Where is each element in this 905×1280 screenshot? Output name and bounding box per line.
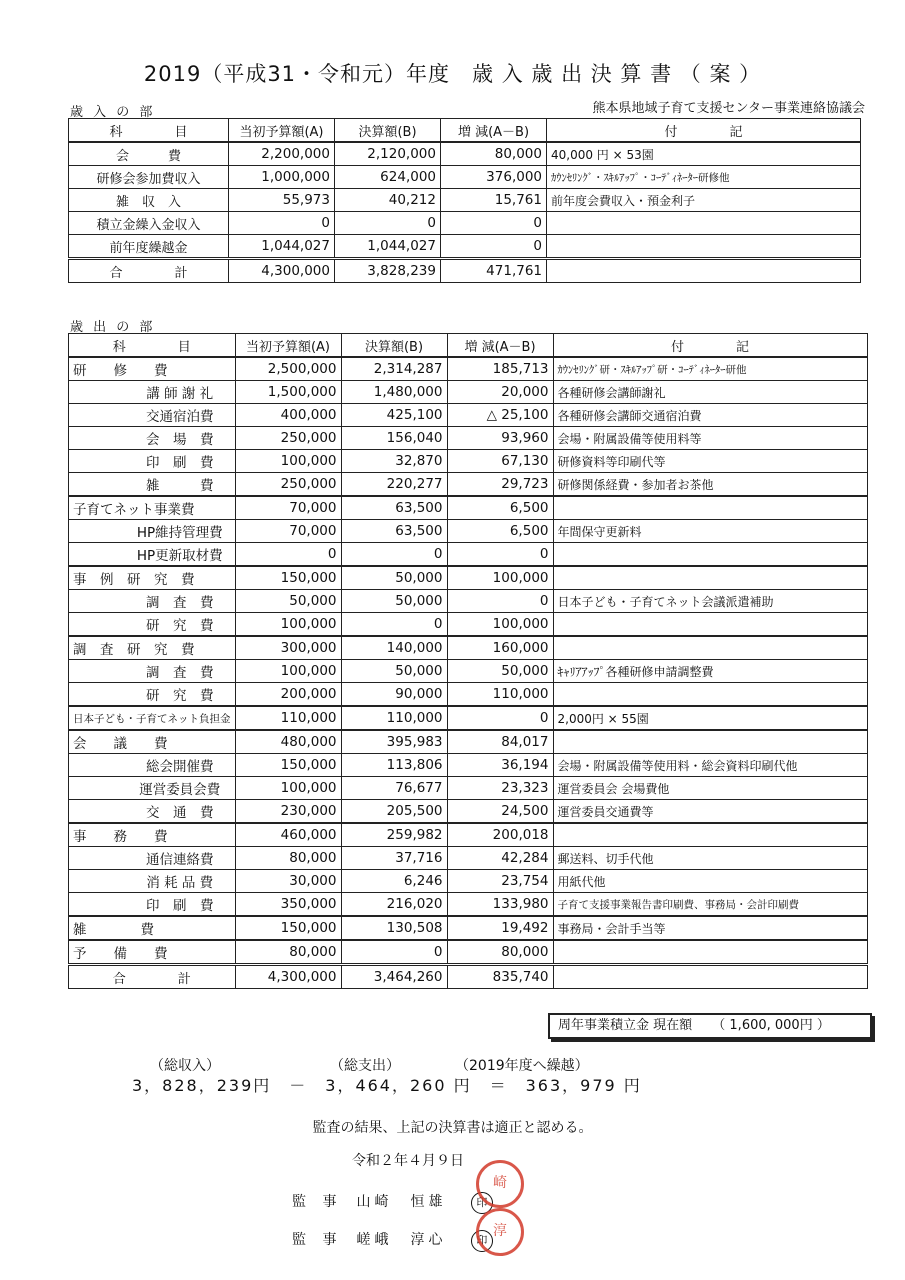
remarks [553,613,867,637]
table-row [69,940,868,965]
remarks: 研修資料等印刷代等 [553,450,867,473]
actual-amount: 156,040 [341,427,447,450]
header-row [69,334,868,358]
budget-amount: 460,000 [235,823,341,847]
budget-amount: 250,000 [235,427,341,450]
difference-amount: 20,000 [447,381,553,404]
actual-amount: 216,020 [341,893,447,917]
remarks: 事務局・会計手当等 [553,916,867,940]
item-name: 研修会参加費収入 [69,166,229,189]
budget-amount: 250,000 [235,473,341,497]
carryover-label: （2019年度へ繰越） [455,1058,589,1074]
remarks [553,730,867,754]
budget-amount: 70,000 [235,520,341,543]
actual-amount: 2,120,000 [335,142,441,166]
actual-amount: 113,806 [341,754,447,777]
remarks: ｷｬﾘｱｱｯﾌﾟ各種研修申請調整費 [553,660,867,683]
remarks: ｶｳﾝｾﾘﾝｸﾞ・ｽｷﾙｱｯﾌﾟ・ｺｰﾃﾞｨﾈｰﾀｰ研修他 [547,166,861,189]
difference-amount: 23,754 [447,870,553,893]
remarks [547,235,861,259]
column-header: 付 記 [553,334,867,358]
table-row [69,660,868,683]
table-row [69,823,868,847]
actual-amount: 0 [341,940,447,965]
auditor-1-name: 山崎 恒雄 [356,1194,447,1210]
table-row [69,357,868,381]
budget-amount: 80,000 [235,847,341,870]
difference-amount: 185,713 [447,357,553,381]
item-name: 印 刷 費 [69,450,236,473]
budget-amount: 2,500,000 [235,357,341,381]
item-name: 積立金繰入金収入 [69,212,229,235]
budget-amount: 1,000,000 [229,166,335,189]
item-name: 前年度繰越金 [69,235,229,259]
table-row [69,189,861,212]
item-name: HP維持管理費 [69,520,236,543]
budget-amount: 400,000 [235,404,341,427]
difference-amount: 0 [447,706,553,730]
budget-amount: 300,000 [235,636,341,660]
budget-amount: 110,000 [235,706,341,730]
difference-amount: 0 [441,235,547,259]
table-row [69,427,868,450]
difference-amount: 24,500 [447,800,553,824]
actual-amount: 0 [335,212,441,235]
actual-amount: 76,677 [341,777,447,800]
difference-amount: 50,000 [447,660,553,683]
table-row [69,212,861,235]
auditor-2 [292,1229,493,1252]
table-row [69,847,868,870]
actual-amount: 0 [341,543,447,567]
item-name: 調 査 費 [69,590,236,613]
total-row [69,965,868,989]
item-name: HP更新取材費 [69,543,236,567]
difference-amount: 200,018 [447,823,553,847]
item-name: 調 査 研 究 費 [69,636,236,660]
budget-amount: 350,000 [235,893,341,917]
remarks: 各種研修会講師謝礼 [553,381,867,404]
item-name: 運営委員会費 [69,777,236,800]
item-name: 予 備 費 [69,940,236,965]
auditor-2-name: 嵯峨 淳心 [356,1232,447,1248]
organization-name: 熊本県地域子育て支援センター事業連絡協議会 [592,101,865,116]
budget-amount: 100,000 [235,450,341,473]
actual-amount: 110,000 [341,706,447,730]
actual-amount: 63,500 [341,520,447,543]
table-row [69,777,868,800]
difference-amount: 133,980 [447,893,553,917]
budget-amount: 0 [235,543,341,567]
table-row [69,800,868,824]
column-header: 科 目 [69,334,236,358]
table-row [69,870,868,893]
item-name: 研 究 費 [69,613,236,637]
remarks [553,683,867,707]
table-row [69,235,861,259]
remarks: 日本子ども・子育てネット会議派遣補助 [553,590,867,613]
difference-amount: 80,000 [447,940,553,965]
difference-amount: 0 [441,212,547,235]
remarks: 用紙代他 [553,870,867,893]
reserve-label: 周年事業積立金 現在額 [558,1018,693,1033]
table-row [69,706,868,730]
budget-amount: 0 [229,212,335,235]
column-header: 付 記 [547,119,861,143]
budget-amount: 100,000 [235,777,341,800]
remarks: 各種研修会講師交通宿泊費 [553,404,867,427]
remarks: 運営委員交通費等 [553,800,867,824]
remarks [553,940,867,965]
difference-amount: 160,000 [447,636,553,660]
table-row [69,166,861,189]
budget-amount: 150,000 [235,754,341,777]
difference-amount: 93,960 [447,427,553,450]
budget-amount: 1,500,000 [235,381,341,404]
column-header: 決算額(B) [341,334,447,358]
difference-amount: 0 [447,590,553,613]
actual-amount: 50,000 [341,590,447,613]
actual-amount: 50,000 [341,566,447,590]
actual-amount: 63,500 [341,496,447,520]
remarks [553,823,867,847]
difference-amount: 67,130 [447,450,553,473]
total-actual: 3,464,260 [341,965,447,989]
total-remarks [547,259,861,283]
difference-amount: 19,492 [447,916,553,940]
actual-amount: 220,277 [341,473,447,497]
actual-amount: 205,500 [341,800,447,824]
actual-amount: 130,508 [341,916,447,940]
auditor-1-inkan-mark: 印 [471,1192,493,1214]
budget-amount: 100,000 [235,660,341,683]
red-seal-stamp-2: 淳 [476,1208,524,1256]
total-income-label: （総収入） [150,1058,220,1074]
item-name: 講 師 謝 礼 [69,381,236,404]
remarks [547,212,861,235]
difference-amount: △ 25,100 [447,404,553,427]
remarks: 子育て支援事業報告書印刷費、事務局・会計印刷費 [553,893,867,917]
actual-amount: 425,100 [341,404,447,427]
actual-amount: 50,000 [341,660,447,683]
item-name: 日本子ども・子育てネット負担金 [69,706,236,730]
item-name: 印 刷 費 [69,893,236,917]
total-actual: 3,828,239 [335,259,441,283]
column-header: 当初予算額(A) [229,119,335,143]
difference-amount: 100,000 [447,613,553,637]
budget-amount: 480,000 [235,730,341,754]
remarks: 40,000 円 × 53園 [547,142,861,166]
table-row [69,754,868,777]
table-row [69,590,868,613]
expense-table [68,333,868,989]
item-name: 消 耗 品 費 [69,870,236,893]
remarks [553,543,867,567]
actual-amount: 32,870 [341,450,447,473]
item-name: 会 費 [69,142,229,166]
remarks: 研修関係経費・参加者お茶他 [553,473,867,497]
actual-amount: 624,000 [335,166,441,189]
difference-amount: 6,500 [447,496,553,520]
total-label: 合 計 [69,965,236,989]
actual-amount: 1,480,000 [341,381,447,404]
budget-amount: 150,000 [235,566,341,590]
table-row [69,543,868,567]
table-row [69,636,868,660]
item-name: 交 通 費 [69,800,236,824]
remarks [553,496,867,520]
remarks [553,566,867,590]
table-row [69,893,868,917]
difference-amount: 0 [447,543,553,567]
actual-amount: 259,982 [341,823,447,847]
table-row [69,142,861,166]
expense-section-label: 歳 出 の 部 [70,320,156,335]
difference-amount: 15,761 [441,189,547,212]
actual-amount: 140,000 [341,636,447,660]
item-name: 研 究 費 [69,683,236,707]
income-section-label: 歳 入 の 部 [70,105,156,120]
auditor-1 [292,1191,493,1214]
remarks: 会場・附属設備等使用料等 [553,427,867,450]
auditor-1-role: 監 事 [292,1194,343,1210]
difference-amount: 110,000 [447,683,553,707]
difference-amount: 36,194 [447,754,553,777]
table-row [69,496,868,520]
item-name: 事 例 研 究 費 [69,566,236,590]
column-header: 決算額(B) [335,119,441,143]
remarks: 郵送料、切手代他 [553,847,867,870]
item-name: 会 場 費 [69,427,236,450]
table-row [69,566,868,590]
difference-amount: 84,017 [447,730,553,754]
item-name: 雑 費 [69,916,236,940]
budget-amount: 50,000 [235,590,341,613]
column-header: 増 減(A－B) [441,119,547,143]
table-row [69,404,868,427]
summary-equation: 3，828，239円 － 3，464，260 円 ＝ 363，979 円 [132,1076,642,1095]
total-row [69,259,861,283]
auditor-2-role: 監 事 [292,1232,343,1248]
column-header: 科 目 [69,119,229,143]
item-name: 子育てネット事業費 [69,496,236,520]
column-header: 増 減(A－B) [447,334,553,358]
reserve-amount: （ 1,600, 000円 ） [712,1018,830,1033]
actual-amount: 40,212 [335,189,441,212]
difference-amount: 80,000 [441,142,547,166]
budget-amount: 100,000 [235,613,341,637]
table-row [69,473,868,497]
actual-amount: 395,983 [341,730,447,754]
income-table [68,118,861,283]
total-budget: 4,300,000 [235,965,341,989]
table-row [69,613,868,637]
table-row [69,683,868,707]
actual-amount: 37,716 [341,847,447,870]
actual-amount: 1,044,027 [335,235,441,259]
budget-amount: 150,000 [235,916,341,940]
total-remarks [553,965,867,989]
reserve-fund-box [548,1013,872,1039]
difference-amount: 29,723 [447,473,553,497]
remarks: 2,000円 × 55園 [553,706,867,730]
table-row [69,450,868,473]
auditor-2-inkan-mark: 印 [471,1230,493,1252]
table-row [69,520,868,543]
item-name: 研 修 費 [69,357,236,381]
header-row [69,119,861,143]
table-row [69,730,868,754]
budget-amount: 30,000 [235,870,341,893]
difference-amount: 100,000 [447,566,553,590]
red-seal-stamp-1: 崎 [476,1160,524,1208]
item-name: 雑 費 [69,473,236,497]
budget-amount: 70,000 [235,496,341,520]
item-name: 調 査 費 [69,660,236,683]
remarks: 運営委員会 会場費他 [553,777,867,800]
total-expense-label: （総支出） [330,1058,400,1074]
audit-statement: 監査の結果、上記の決算書は適正と認める。 [312,1120,593,1136]
actual-amount: 90,000 [341,683,447,707]
column-header: 当初予算額(A) [235,334,341,358]
remarks: 会場・附属設備等使用料・総会資料印刷代他 [553,754,867,777]
actual-amount: 2,314,287 [341,357,447,381]
actual-amount: 0 [341,613,447,637]
item-name: 総会開催費 [69,754,236,777]
remarks [553,636,867,660]
difference-amount: 6,500 [447,520,553,543]
table-row [69,916,868,940]
remarks: 前年度会費収入・預金利子 [547,189,861,212]
difference-amount: 376,000 [441,166,547,189]
total-budget: 4,300,000 [229,259,335,283]
budget-amount: 230,000 [235,800,341,824]
total-difference: 471,761 [441,259,547,283]
budget-amount: 1,044,027 [229,235,335,259]
item-name: 交通宿泊費 [69,404,236,427]
document-title: 2019（平成31・令和元）年度 歳 入 歳 出 決 算 書 （ 案 ） [143,62,762,86]
item-name: 雑 収 入 [69,189,229,212]
budget-amount: 2,200,000 [229,142,335,166]
actual-amount: 6,246 [341,870,447,893]
table-row [69,381,868,404]
item-name: 会 議 費 [69,730,236,754]
budget-amount: 80,000 [235,940,341,965]
audit-date: 令和２年４月９日 [352,1153,464,1169]
remarks: ｶｳﾝｾﾘﾝｸﾞ研・ｽｷﾙｱｯﾌﾟ研・ｺｰﾃﾞｨﾈｰﾀｰ研他 [553,357,867,381]
remarks: 年間保守更新料 [553,520,867,543]
total-difference: 835,740 [447,965,553,989]
total-label: 合 計 [69,259,229,283]
budget-amount: 55,973 [229,189,335,212]
difference-amount: 42,284 [447,847,553,870]
item-name: 事 務 費 [69,823,236,847]
budget-amount: 200,000 [235,683,341,707]
item-name: 通信連絡費 [69,847,236,870]
difference-amount: 23,323 [447,777,553,800]
